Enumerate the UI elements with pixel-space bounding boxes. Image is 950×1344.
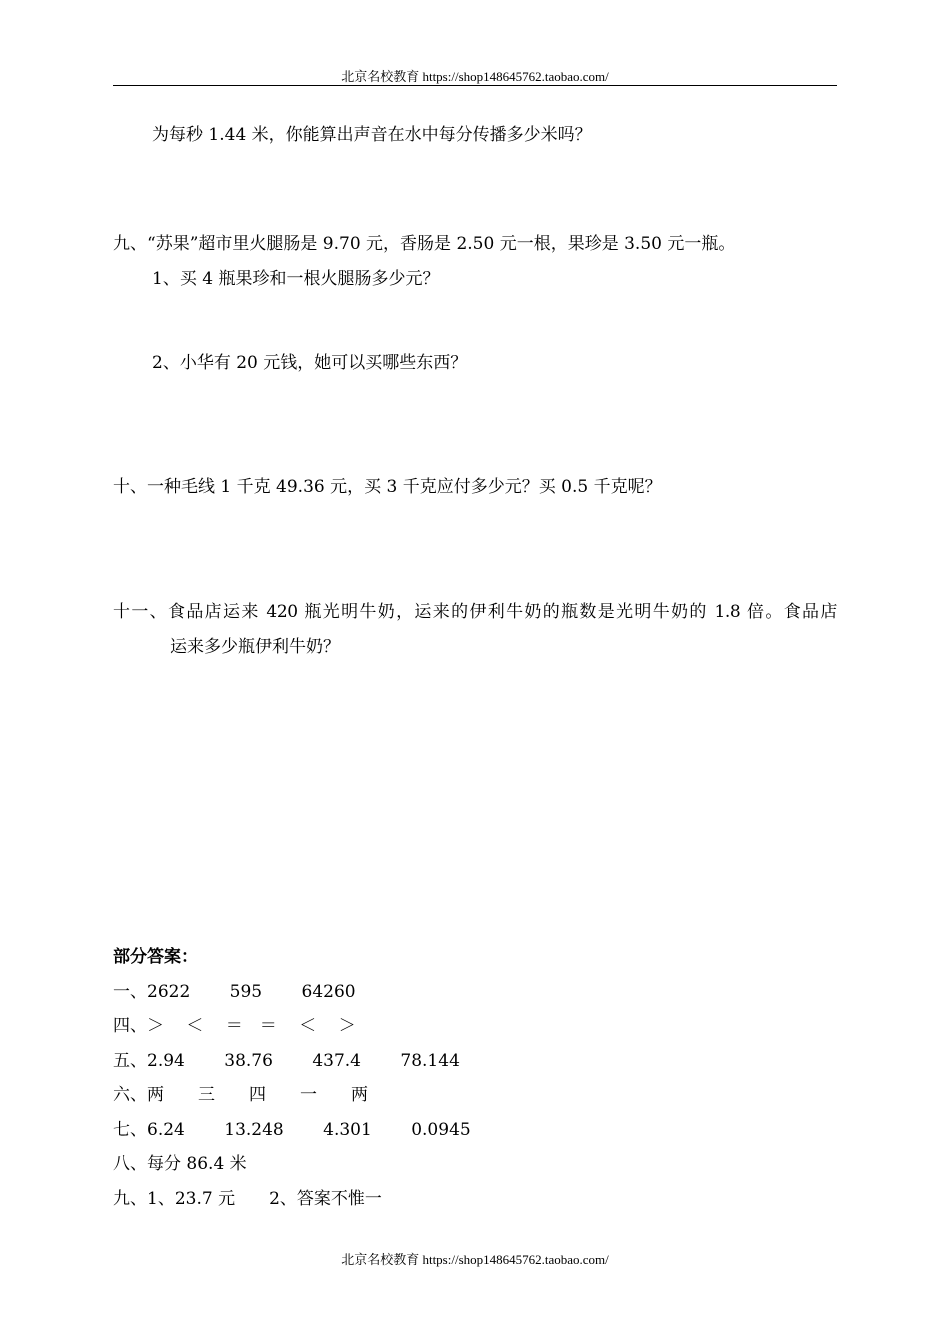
answer-6: 六、两 三 四 一 两: [113, 1085, 368, 1105]
answer-1: 一、2622 595 64260: [113, 982, 356, 1002]
answer-9: 九、1、23.7 元 2、答案不惟一: [113, 1189, 382, 1209]
answer-5: 五、2.94 38.76 437.4 78.144: [113, 1051, 460, 1071]
problem-9-stem: 九、“苏果”超市里火腿肠是 9.70 元，香肠是 2.50 元一根，果珍是 3.50 元一瓶。: [113, 234, 736, 254]
answers-title: 部分答案：: [113, 947, 198, 967]
problem-8-continuation: 为每秒 1.44 米，你能算出声音在水中每分传播多少米吗？: [152, 125, 592, 145]
problem-11-line-2: 运来多少瓶伊利牛奶？: [170, 637, 340, 657]
problem-10: 十、一种毛线 1 千克 49.36 元，买 3 千克应付多少元？买 0.5 千克呢？: [113, 477, 662, 497]
problem-11-line-1: 十一、食品店运来 420 瓶光明牛奶，运来的伊利牛奶的瓶数是光明牛奶的 1.8 倍。食品店: [113, 602, 837, 622]
page-header: 北京名校教育 https://shop148645762.taobao.com/: [341, 69, 609, 84]
answer-7: 七、6.24 13.248 4.301 0.0945: [113, 1120, 471, 1140]
answer-8: 八、每分 86.4 米: [113, 1154, 247, 1174]
page-footer: 北京名校教育 https://shop148645762.taobao.com/: [341, 1252, 609, 1267]
problem-9-question-2: 2、小华有 20 元钱，她可以买哪些东西？: [152, 353, 468, 373]
header-rule: [113, 85, 837, 86]
problem-9-question-1: 1、买 4 瓶果珍和一根火腿肠多少元？: [152, 269, 440, 289]
answer-4: 四、＞ ＜ ＝ ＝ ＜ ＞: [113, 1016, 356, 1036]
